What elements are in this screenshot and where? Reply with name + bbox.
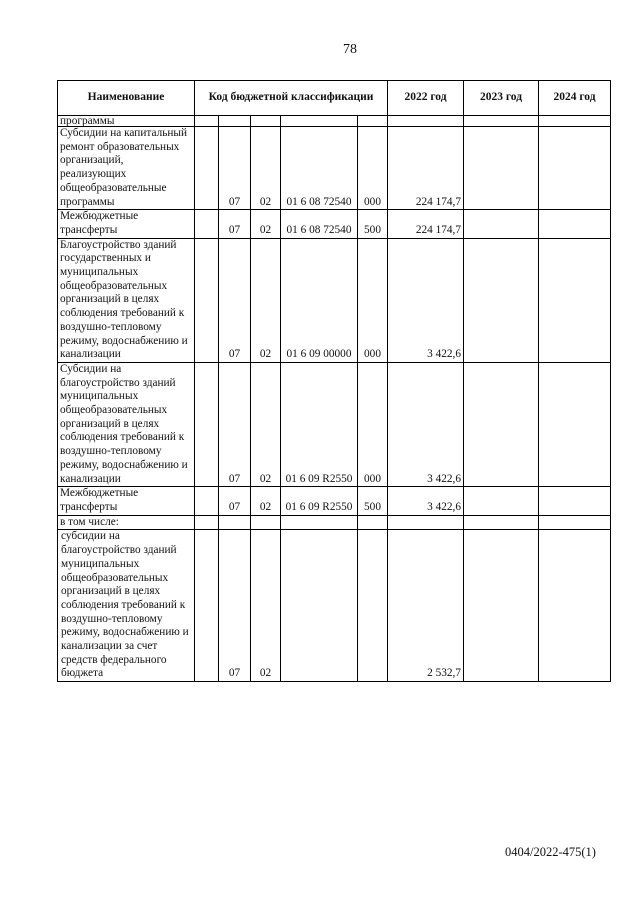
- row-code-subsection: 02: [251, 530, 281, 682]
- row-code-target: [281, 515, 358, 530]
- row-code-blank: [195, 127, 219, 210]
- row-code-type: [358, 530, 388, 682]
- row-code-type: 500: [358, 210, 388, 238]
- row-code-subsection: 02: [251, 127, 281, 210]
- header-name: Наименование: [58, 81, 195, 116]
- row-code-blank: [195, 362, 219, 486]
- row-code-blank: [195, 487, 219, 515]
- row-code-subsection: 02: [251, 210, 281, 238]
- row-name: Межбюджетные трансферты: [58, 487, 195, 515]
- row-code-type: 000: [358, 362, 388, 486]
- row-code-blank: [195, 210, 219, 238]
- row-value-2022: 224 174,7: [388, 210, 464, 238]
- row-code-type: 500: [358, 487, 388, 515]
- row-code-blank: [195, 238, 219, 362]
- row-value-2024: [539, 210, 611, 238]
- row-code-target: 01 6 09 R2550: [281, 362, 358, 486]
- row-value-2023: [464, 515, 539, 530]
- row-code-section: 07: [219, 210, 251, 238]
- row-code-section: 07: [219, 238, 251, 362]
- row-value-2023: [464, 530, 539, 682]
- row-code-section: 07: [219, 530, 251, 682]
- row-code-type: 000: [358, 127, 388, 210]
- row-name: Субсидии на капитальный ремонт образовательных организаций, реализующих общеобразовательные программы: [58, 127, 195, 210]
- table-row: [58, 362, 611, 486]
- row-code-target: [281, 530, 358, 682]
- row-code-section: 07: [219, 487, 251, 515]
- row-value-2024: [539, 515, 611, 530]
- row-name: в том числе:: [58, 515, 195, 530]
- row-value-2023: [464, 238, 539, 362]
- header-code: Код бюджетной классификации: [195, 81, 388, 116]
- row-value-2024: [539, 487, 611, 515]
- table-row: [58, 515, 611, 530]
- row-value-2023: [464, 362, 539, 486]
- header-2022: 2022 год: [388, 81, 464, 116]
- row-name: Благоустройство зданий государственных и муниципальных общеобразовательных организаций в целях соблюдения требований к воздушно-тепловому режиму, водоснабжению и канализации: [58, 238, 195, 362]
- row-value-2023: [464, 127, 539, 210]
- row-code-subsection: 02: [251, 362, 281, 486]
- row-code-type: [358, 116, 388, 127]
- row-value-2022: [388, 515, 464, 530]
- row-code-blank: [195, 116, 219, 127]
- row-name: Межбюджетные трансферты: [58, 210, 195, 238]
- document-code: 0404/2022-475(1): [505, 845, 596, 859]
- row-value-2023: [464, 210, 539, 238]
- row-value-2022: 224 174,7: [388, 127, 464, 210]
- row-value-2024: [539, 127, 611, 210]
- row-code-subsection: [251, 116, 281, 127]
- header-2024: 2024 год: [539, 81, 611, 116]
- table-row: [58, 116, 611, 127]
- row-code-target: 01 6 09 00000: [281, 238, 358, 362]
- table-header-row: [58, 81, 611, 116]
- row-code-target: [281, 116, 358, 127]
- row-value-2022: 3 422,6: [388, 362, 464, 486]
- row-value-2022: [388, 116, 464, 127]
- row-value-2024: [539, 362, 611, 486]
- table-row: [58, 127, 611, 210]
- table-row: [58, 487, 611, 515]
- row-code-section: 07: [219, 362, 251, 486]
- row-value-2023: [464, 116, 539, 127]
- row-code-type: 000: [358, 238, 388, 362]
- row-code-target: 01 6 08 72540: [281, 210, 358, 238]
- row-value-2022: 2 532,7: [388, 530, 464, 682]
- row-value-2024: [539, 116, 611, 127]
- row-name: Субсидии на благоустройство зданий муниципальных общеобразовательных организаций в целях соблюдения требований к воздушно-тепловому режиму, водоснабжению и канализации: [58, 362, 195, 486]
- row-value-2022: 3 422,6: [388, 238, 464, 362]
- row-value-2022: 3 422,6: [388, 487, 464, 515]
- row-code-type: [358, 515, 388, 530]
- row-code-blank: [195, 515, 219, 530]
- table-row: [58, 530, 611, 682]
- row-code-subsection: 02: [251, 487, 281, 515]
- row-code-section: 07: [219, 127, 251, 210]
- row-code-section: [219, 515, 251, 530]
- row-name: субсидии на благоустройство зданий муниципальных общеобразовательных организаций в целях соблюдения требований к воздушно-тепловому режиму, водоснабжению и канализации за счет средств федерального бюджета: [58, 530, 195, 682]
- row-code-subsection: 02: [251, 238, 281, 362]
- row-code-subsection: [251, 515, 281, 530]
- row-value-2024: [539, 530, 611, 682]
- row-code-blank: [195, 530, 219, 682]
- row-name: программы: [58, 116, 195, 127]
- row-code-section: [219, 116, 251, 127]
- row-code-target: 01 6 08 72540: [281, 127, 358, 210]
- row-value-2023: [464, 487, 539, 515]
- page-number: 78: [343, 42, 357, 57]
- row-code-target: 01 6 09 R2550: [281, 487, 358, 515]
- budget-table: [57, 80, 611, 682]
- row-value-2024: [539, 238, 611, 362]
- header-2023: 2023 год: [464, 81, 539, 116]
- table-row: [58, 238, 611, 362]
- table-row: [58, 210, 611, 238]
